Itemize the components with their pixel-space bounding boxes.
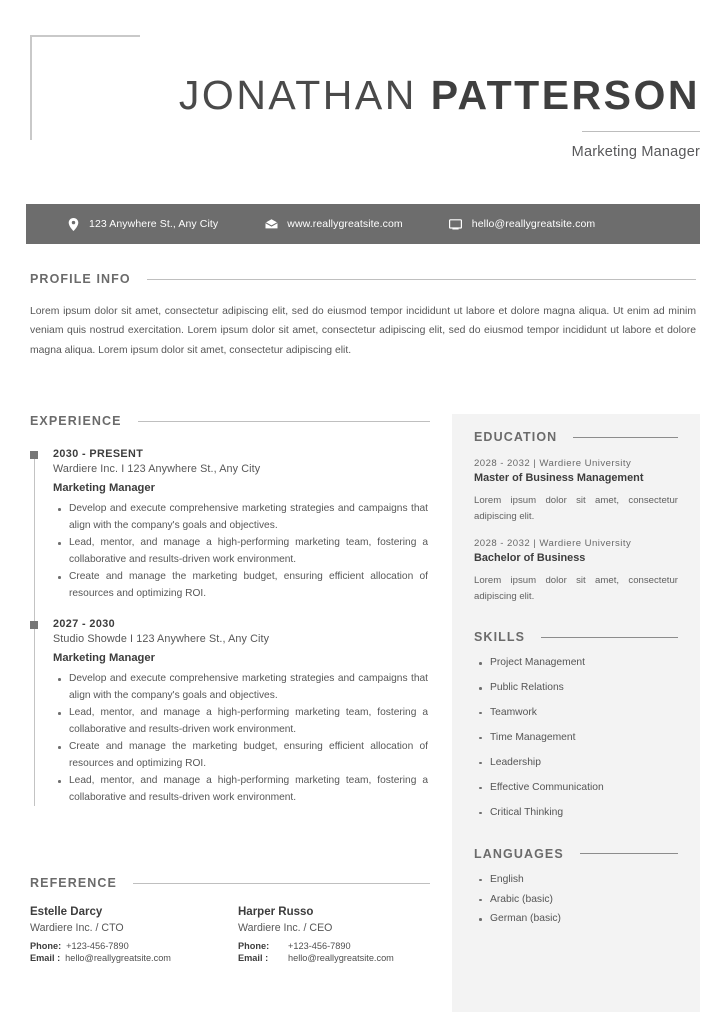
- skills-section-header: [474, 630, 678, 644]
- contact-email-text: hello@reallygreatsite.com: [471, 218, 596, 230]
- education-meta: 2028 - 2032 | Wardiere University: [474, 538, 632, 550]
- skill-item: Teamwork: [490, 706, 678, 721]
- reference-phone-value: +123-456-7890: [66, 941, 129, 951]
- profile-heading: PROFILE INFO: [30, 272, 131, 286]
- timeline-marker-icon: [30, 621, 38, 629]
- reference-phone-label: Phone:: [30, 941, 62, 951]
- experience-bullet: Develop and execute comprehensive marketing strategies and campaigns that align with the company's goals and objectives.: [69, 501, 430, 534]
- reference-phone: [238, 941, 430, 951]
- last-name: PATTERSON: [430, 72, 700, 118]
- contact-item-address[interactable]: [66, 217, 218, 231]
- education-heading-rule: [573, 437, 678, 438]
- reference-phone: [30, 941, 230, 951]
- education-description: Lorem ipsum dolor sit amet, consectetur adipiscing elit.: [474, 575, 678, 602]
- experience-bullet-list: [53, 671, 430, 806]
- experience-bullet-list: [53, 501, 430, 602]
- reference-heading: REFERENCE: [30, 876, 117, 890]
- education-degree: Bachelor of Business: [474, 552, 586, 565]
- languages-list: [474, 873, 678, 928]
- experience-bullet: Create and manage the marketing budget, ensuring efficient allocation of resources and optimizing ROI.: [69, 569, 430, 602]
- title-divider: [582, 131, 700, 132]
- education-section-header: [474, 430, 678, 444]
- reference-phone-label: Phone:: [238, 941, 270, 951]
- experience-role: Marketing Manager: [53, 482, 155, 494]
- experience-heading-rule: [138, 421, 430, 422]
- reference-grid: [30, 906, 430, 963]
- skills-heading-rule: [541, 637, 678, 638]
- education-heading: EDUCATION: [474, 430, 558, 444]
- language-item: English: [490, 873, 678, 888]
- reference-card: [230, 906, 430, 963]
- experience-item: [53, 618, 430, 806]
- reference-section: [30, 876, 430, 963]
- reference-card: [30, 906, 230, 963]
- profile-body-text: Lorem ipsum dolor sit amet, consectetur adipiscing elit, sed do eiusmod tempor incididunt ut labore et dolore magna aliqua. Ut enim ad minim veniam quis nostrud exercitation. Lorem ipsum dolor sit amet, consectetur adipiscing elit, sed do eiusmod tempor incididunt ut labore et dolore magna aliqua. Lorem ipsum dolor sit amet, consectetur adipiscing elit.: [30, 306, 696, 356]
- experience-company: Studio Showde I 123 Anywhere St., Any City: [53, 633, 270, 646]
- education-description: Lorem ipsum dolor sit amet, consectetur adipiscing elit.: [474, 495, 678, 522]
- skills-list: [474, 656, 678, 820]
- skill-item: Project Management: [490, 656, 678, 671]
- reference-phone-value: +123-456-7890: [288, 941, 351, 951]
- experience-company: Wardiere Inc. I 123 Anywhere St., Any City: [53, 463, 261, 475]
- reference-email: [30, 953, 230, 963]
- skills-section: [474, 630, 678, 820]
- job-title: Marketing Manager: [571, 144, 700, 161]
- reference-section-header: [30, 876, 430, 890]
- education-meta: 2028 - 2032 | Wardiere University: [474, 458, 632, 469]
- experience-timeline: [30, 448, 430, 806]
- profile-section: [30, 272, 696, 360]
- experience-heading: EXPERIENCE: [30, 414, 122, 428]
- languages-section: [474, 847, 678, 928]
- location-pin-icon: [66, 217, 80, 231]
- reference-email-label: Email :: [238, 953, 269, 963]
- education-degree: Master of Business Management: [474, 472, 644, 484]
- profile-heading-rule: [147, 279, 696, 280]
- skill-item: Leadership: [490, 756, 678, 771]
- experience-section-header: [30, 414, 430, 428]
- experience-bullet: Lead, mentor, and manage a high-performing marketing team, fostering a collaborative and results-driven work environment.: [69, 705, 430, 738]
- reference-email: [238, 953, 430, 963]
- reference-heading-rule: [133, 883, 430, 884]
- experience-bullet: Lead, mentor, and manage a high-performing marketing team, fostering a collaborative and results-driven work environment.: [69, 535, 430, 568]
- education-item: [474, 458, 678, 524]
- education-item: [474, 538, 678, 604]
- experience-years: 2030 - PRESENT: [53, 448, 144, 460]
- skills-heading: SKILLS: [474, 630, 526, 645]
- reference-name: Estelle Darcy: [30, 906, 103, 918]
- timeline-marker-icon: [30, 451, 38, 459]
- first-name: JONATHAN: [178, 72, 431, 118]
- envelope-icon: [264, 217, 278, 231]
- profile-section-header: [30, 272, 696, 286]
- contact-bar: [26, 204, 700, 244]
- reference-email-value: hello@reallygreatsite.com: [65, 953, 171, 963]
- language-item: Arabic (basic): [490, 893, 678, 908]
- languages-heading: LANGUAGES: [474, 846, 564, 861]
- experience-bullet: Lead, mentor, and manage a high-performing marketing team, fostering a collaborative and results-driven work environment.: [69, 773, 430, 806]
- reference-email-value: hello@reallygreatsite.com: [288, 953, 394, 963]
- monitor-icon: [449, 217, 463, 231]
- experience-years: 2027 - 2030: [53, 618, 116, 631]
- contact-address-text: 123 Anywhere St., Any City: [89, 218, 219, 230]
- experience-item: [53, 448, 430, 602]
- contact-item-email[interactable]: [449, 217, 595, 231]
- languages-heading-rule: [580, 853, 678, 854]
- skill-item: Time Management: [490, 731, 678, 746]
- experience-role: Marketing Manager: [53, 652, 155, 665]
- reference-email-label: Email :: [30, 953, 61, 963]
- resume-header: [0, 74, 700, 160]
- languages-section-header: [474, 847, 678, 861]
- sidebar-panel: [452, 414, 700, 1012]
- skill-item: Effective Communication: [490, 781, 678, 796]
- education-section: [474, 430, 678, 604]
- experience-bullet: Create and manage the marketing budget, ensuring efficient allocation of resources and optimizing ROI.: [69, 739, 430, 772]
- contact-item-website[interactable]: [264, 217, 403, 231]
- contact-website-text: www.reallygreatsite.com: [287, 218, 403, 230]
- language-item: German (basic): [490, 912, 678, 927]
- experience-bullet: Develop and execute comprehensive marketing strategies and campaigns that align with the company's goals and objectives.: [69, 671, 430, 704]
- experience-section: [30, 414, 430, 807]
- candidate-name: [0, 74, 700, 117]
- reference-role: Wardiere Inc. / CEO: [238, 922, 333, 934]
- reference-role: Wardiere Inc. / CTO: [30, 922, 124, 934]
- skill-item: Critical Thinking: [490, 806, 678, 821]
- skill-item: Public Relations: [490, 681, 678, 696]
- reference-name: Harper Russo: [238, 906, 314, 918]
